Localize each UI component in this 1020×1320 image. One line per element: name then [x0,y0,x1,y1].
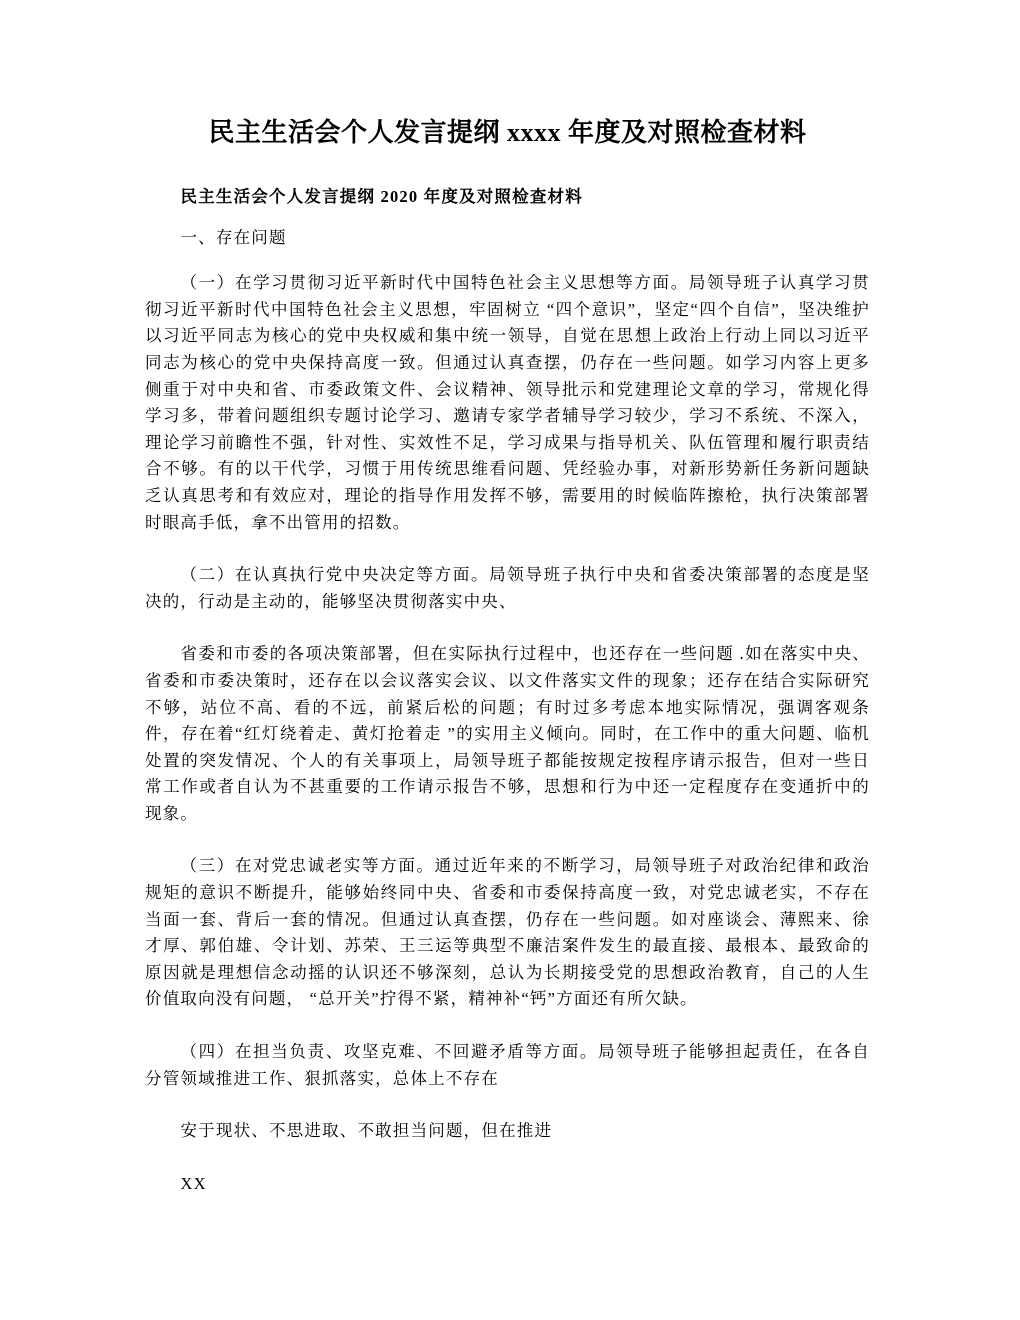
paragraph-item-5: （四）在担当负责、攻坚克难、不回避矛盾等方面。局领导班子能够担起责任，在各自分管领域推进工作、狠抓落实，总体上不存在 [145,1042,870,1088]
section-heading-existing-problems: 一、存在问题 [180,227,287,247]
paragraph-item-2: （二）在认真执行党中央决定等方面。局领导班子执行中央和省委决策部署的态度是坚决的，行动是主动的，能够坚决贯彻落实中央、 [145,565,870,611]
paragraph-item-7: XX [180,1173,207,1193]
document-subtitle: 民主生活会个人发言提纲 2020 年度及对照检查材料 [180,187,583,206]
paragraph-item-1: （一）在学习贯彻习近平新时代中国特色社会主义思想等方面。局领导班子认真学习贯彻习近平新时代中国特色社会主义思想，牢固树立 “四个意识”，坚定“四个自信”，坚决维护以习近平同志为核心的党中央权威和集中统一领导，自觉在思想上政治上行动上同以习近平同志为核心的党中央保持高度一致。但通过认真查摆，仍存在一些问题。如学习内容上更多侧重于对中央和省、市委政策文件、会议精神、领导批示和党建理论文章的学习，常规化得学习多，带着问题组织专题讨论学习、邀请专家学者辅导学习较少，学习不系统、不深入，理论学习前瞻性不强，针对性、实效性不足，学习成果与指导机关、队伍管理和履行职责结合不够。有的以干代学，习惯于用传统思维看问题、凭经验办事，对新形势新任务新问题缺乏认真思考和有效应对，理论的指导作用发挥不够，需要用的时候临阵擦枪，执行决策部署时眼高手低，拿不出管用的招数。 [145,273,870,532]
paragraph-item-4: （三）在对党忠诚老实等方面。通过近年来的不断学习，局领导班子对政治纪律和政治规矩的意识不断提升，能够始终同中央、省委和市委保持高度一致，对党忠诚老实，不存在当面一套、背后一套的情况。但通过认真查摆，仍存在一些问题。如对座谈会、薄熙来、徐才厚、郭伯雄、令计划、苏荣、王三运等典型不廉洁案件发生的最直接、最根本、最致命的原因就是理想信念动摇的认识还不够深刻，总认为长期接受党的思想政治教育，自己的人生价值取向没有问题， “总开关”拧得不紧，精神补“钙”方面还有所欠缺。 [145,856,870,1009]
paragraph-item-3: 省委和市委的各项决策部署，但在实际执行过程中，也还存在一些问题 .如在落实中央、省委和市委决策时，还存在以会议落实会议、以文件落实文件的现象；还存在结合实际研究不够，站位不高、看的不远，前紧后松的问题；有时过多考虑本地实际情况，强调客观条件，存在着“红灯绕着走、黄灯抢着走 ”的实用主义倾向。同时，在工作中的重大问题、临机处置的突发情况、个人的有关事项上，局领导班子都能按规定按程序请示报告，但对一些日常工作或者自认为不甚重要的工作请示报告不够，思想和行为中还一定程度存在变通折中的现象。 [145,644,870,823]
document-title: 民主生活会个人发言提纲 xxxx 年度及对照检查材料 [208,118,807,147]
paragraph-item-6: 安于现状、不思进取、不敢担当问题，但在推进 [180,1121,553,1141]
